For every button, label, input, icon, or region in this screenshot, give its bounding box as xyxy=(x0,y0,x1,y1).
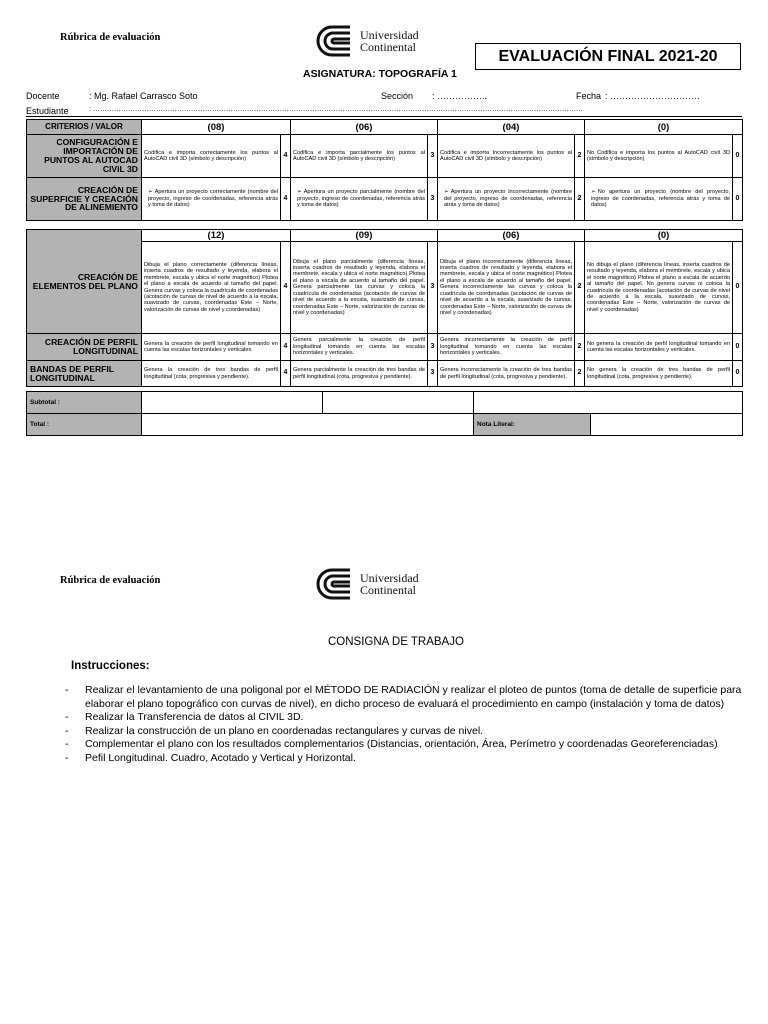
level-header: (12) xyxy=(142,230,291,242)
bullet-icon xyxy=(444,189,451,195)
descriptor-text: Apertura un proyecto correctamente (nombre del proyecto, ingreso de coordenadas, referencia atrás y toma de datos) xyxy=(148,189,278,209)
criterio-descriptor: Dibuja el plano parcialmente (diferencia líneas, inserta cuadros de resultado y leyenda, elabora el membrete, escala y ubica el norte magnético) Plotea el plano a escala de acuerdo al tamaño del papel. Genera parcialmente las curvas y coloca la cuadrícula de coordenadas (acotación de curvas de nivel de acuerdo a la escala, suavizado de curvas, coordenadas Este – Norte, valorización de curvas de nivel y coordenadas) xyxy=(291,242,428,334)
list-dash: - xyxy=(65,751,69,764)
criterio-points: 4 xyxy=(281,135,291,178)
consigna-title: CONSIGNA DE TRABAJO xyxy=(328,636,464,648)
criterio-points: 3 xyxy=(428,334,438,361)
criterio-descriptor xyxy=(142,178,281,221)
criterio-label: CONFIGURACIÓN E IMPORTACIÓN DE PUNTOS AL AUTOCAD CIVIL 3D xyxy=(27,135,142,178)
subtotal-cell[interactable] xyxy=(142,392,323,414)
instruction-text: Complementar el plano con los resultados complementarios (Distancias, orientación, Área, Perímetro y coordenadas Georeferenciadas) xyxy=(85,738,718,750)
criterio-points: 4 xyxy=(281,178,291,221)
rubric-table-1 xyxy=(26,119,743,221)
list-item xyxy=(65,738,745,752)
criterio-points: 4 xyxy=(281,242,291,334)
criterio-label: CREACIÓN DE SUPERFICIE Y CREACIÓN DE ALINEMIENTO xyxy=(27,178,142,221)
criterio-points: 0 xyxy=(733,135,743,178)
instruction-text: Pefil Longitudinal. Cuadro, Acotado y Vertical y Horizontal. xyxy=(85,751,356,764)
criterio-descriptor: No genera la creación de perfil longitudinal tomando en cuenta las escalas horizontales y verticales. xyxy=(585,334,733,361)
criterio-points: 3 xyxy=(428,242,438,334)
seccion-label: Sección xyxy=(381,91,414,101)
criterio-points: 2 xyxy=(575,178,585,221)
criterio-descriptor: Genera incorrectamente la creación de perfil longitudinal tomando en cuenta las escalas horizontales y verticales. xyxy=(438,334,575,361)
nota-literal-cell[interactable] xyxy=(591,414,743,436)
bullet-icon xyxy=(591,189,598,195)
subtotal-cell[interactable] xyxy=(474,392,743,414)
criterio-points: 4 xyxy=(281,334,291,361)
logo-line2: Continental xyxy=(360,40,416,54)
subtotal-row xyxy=(27,392,743,414)
instruction-text: Realizar la construcción de un plano en coordenadas rectangulares y curvas de nivel. xyxy=(85,724,484,737)
list-item xyxy=(65,752,745,766)
continental-logo-icon xyxy=(316,567,354,601)
subtotal-cell[interactable] xyxy=(323,392,474,414)
criterio-points: 0 xyxy=(733,178,743,221)
criterio-descriptor: No Codifica e importa los puntos al AutoCAD civil 3D (símbolo y descripción) xyxy=(585,135,733,178)
level-header: (09) xyxy=(291,230,438,242)
list-dash: - xyxy=(65,738,69,750)
instruction-text: Realizar la Transferencia de datos al CIVIL 3D. xyxy=(85,711,304,723)
level-header: (06) xyxy=(291,120,438,135)
criterio-descriptor xyxy=(291,178,428,221)
criterio-descriptor: No genera la creación de tres bandas de perfil longitudinal (cota, progresiva y pendiente). xyxy=(585,361,733,387)
university-logo xyxy=(316,24,419,58)
table1-header-row xyxy=(27,120,743,135)
instruction-text: Realizar el levantamiento de una poligonal por el MÉTODO DE RADIACIÓN y realizar el ploteo de puntos (toma de detalle de superficie para elaborar el plano topográfico con curvas de nivel), en dicho proceso de evaluará el procedimiento en campo (instalación y toma de datos) xyxy=(85,684,742,710)
criterio-label: BANDAS DE PERFIL LONGITUDINAL xyxy=(27,361,142,387)
level-header: (06) xyxy=(438,230,585,242)
list-dash: - xyxy=(65,724,69,737)
fecha-value: : ………………………… xyxy=(605,91,701,101)
level-header: (04) xyxy=(438,120,585,135)
list-dash: - xyxy=(65,711,69,723)
eval-title: EVALUACIÓN FINAL 2021-20 xyxy=(475,43,741,70)
asignatura: ASIGNATURA: TOPOGRAFÍA 1 xyxy=(303,68,457,80)
criterio-descriptor: Dibuja el plano incorrectamente (diferencia líneas, inserta cuadros de resultado y leyenda, elabora el membrete, escala y ubica el norte magnético) Plotea el plano a escala de acuerdo al tamaño del papel. Genera incorrectamente las curvas y coloca la cuadrícula de coordenadas (acotación de curvas de nivel de acuerdo a la escala, suavizado de curvas, coordenadas Este – Norte, valorización de curvas de nivel y coordenadas) xyxy=(438,242,575,334)
rubrica-label: Rúbrica de evaluación xyxy=(60,575,161,586)
criterio-points: 2 xyxy=(575,242,585,334)
criterio-descriptor: Codifica e importa correctamente los puntos al AutoCAD civil 3D (símbolo y descripción) xyxy=(142,135,281,178)
criterio-points: 2 xyxy=(575,135,585,178)
descriptor-text: Apertura un proyecto incorrectamente (nombre del proyecto, ingreso de coordenadas, referencia atrás y toma de datos) xyxy=(444,189,572,209)
table-row xyxy=(27,178,743,221)
list-dash: - xyxy=(65,684,69,696)
criterio-descriptor: Codifica e importa Incorrectamente los puntos al AutoCAD civil 3D (símbolo y descripción) xyxy=(438,135,575,178)
criterio-descriptor: Genera la creación de tres bandas de perfil longitudinal (cota, progresiva y pendiente). xyxy=(142,361,281,387)
criterio-descriptor: Genera parcialmente la creación de tres bandas de perfil longitudinal (cota, progresiva y pendiente). xyxy=(291,361,428,387)
criterio-points: 3 xyxy=(428,178,438,221)
table-row xyxy=(27,361,743,387)
estudiante-divider xyxy=(26,116,742,117)
total-label: Total : xyxy=(27,414,142,436)
table2-header-row xyxy=(27,230,743,242)
instructions-list xyxy=(65,684,745,765)
total-cell[interactable] xyxy=(142,414,474,436)
criterio-descriptor xyxy=(438,178,575,221)
bullet-icon xyxy=(297,189,304,195)
table-row xyxy=(27,334,743,361)
estudiante-label: Estudiante xyxy=(26,106,69,116)
criterio-descriptor: Genera incorrectamente la creación de tres bandas de perfil longitudinal (cota, progresiva y pendiente). xyxy=(438,361,575,387)
descriptor-text: No apertura un proyecto (nombre del proyecto, ingreso de coordenadas, referencia atrás y toma de datos) xyxy=(591,189,730,209)
criterio-points: 0 xyxy=(733,242,743,334)
criterio-descriptor: Codifica e importa parcialmente los puntos al AutoCAD civil 3D (símbolo y descripción) xyxy=(291,135,428,178)
rubrica-label: Rúbrica de evaluación xyxy=(60,32,161,43)
criterio-points: 0 xyxy=(733,361,743,387)
subtotal-label: Subtotal : xyxy=(27,392,142,414)
criterio-label: CREACIÓN DE ELEMENTOS DEL PLANO xyxy=(27,230,142,334)
criterio-descriptor: Dibuja el plano correctamente (diferencia líneas, inserta cuadros de resultado y leyenda, elabora el membrete, escala y ubica el norte magnético) Plotea el plano a escala de acuerdo al tamaño del papel. Genera curvas y coloca la cuadrícula de coordenadas (acotación de curvas de nivel de acuerdo a la escala, suavizado de curvas, coordenadas Este – Norte, valorización de curvas de nivel y coordenadas) xyxy=(142,242,281,334)
criterio-points: 0 xyxy=(733,334,743,361)
logo-line2: Continental xyxy=(360,583,416,597)
docente-value: : Mg. Rafael Carrasco Soto xyxy=(89,91,198,101)
estudiante-value: : ………………………………………………………………………………………………………………………………………………………………………………………… xyxy=(89,106,583,113)
bullet-icon xyxy=(148,189,155,195)
docente-label: Docente xyxy=(26,91,60,101)
criterio-points: 4 xyxy=(281,361,291,387)
university-logo xyxy=(316,567,419,601)
nota-literal-label: Nota Literal: xyxy=(474,414,591,436)
descriptor-text: Apertura un proyecto parcialmente (nombre del proyecto, ingreso de coordenadas, referencia atrás y toma de datos) xyxy=(297,189,425,209)
seccion-value: : …………….. xyxy=(432,91,488,101)
level-header: (08) xyxy=(142,120,291,135)
criterio-label: CREACIÓN DE PERFIL LONGITUDINAL xyxy=(27,334,142,361)
criterio-descriptor xyxy=(585,178,733,221)
criterio-points: 2 xyxy=(575,361,585,387)
criterio-points: 3 xyxy=(428,135,438,178)
instrucciones-title: Instrucciones: xyxy=(71,660,150,672)
continental-logo-icon xyxy=(316,24,354,58)
criterio-descriptor: Genera la creación de perfil longitudinal tomando en cuenta las escalas horizontales y verticales. xyxy=(142,334,281,361)
list-item xyxy=(65,711,745,725)
criterio-descriptor: Genera parcialmente la creación de perfil longitudinal tomando en cuenta las escalas horizontales y verticales. xyxy=(291,334,428,361)
totals-table xyxy=(26,391,743,436)
logo-line1: Universidad xyxy=(360,28,419,42)
fecha-label: Fecha xyxy=(576,91,602,101)
criterios-header: CRITERIOS / VALOR xyxy=(27,120,142,135)
level-header: (0) xyxy=(585,230,743,242)
logo-line1: Universidad xyxy=(360,571,419,585)
criterio-points: 3 xyxy=(428,361,438,387)
level-header: (0) xyxy=(585,120,743,135)
criterio-descriptor: No dibuja el plano (diferencia líneas, inserta cuadros de resultado y leyenda, elabora el membrete, escala y ubica el norte magnético) Plotea el plano a escala de acuerdo al tamaño del papel. No genera curvas ni coloca la cuadrícula de coordenadas (acotación de curvas de nivel de acuerdo a la escala, suavizado de curvas, coordenadas Este – Norte, valorización de curvas de nivel y coordenadas) xyxy=(585,242,733,334)
list-item xyxy=(65,725,745,739)
table-row xyxy=(27,135,743,178)
total-row xyxy=(27,414,743,436)
rubric-table-2 xyxy=(26,229,743,387)
list-item xyxy=(65,684,745,711)
criterio-points: 2 xyxy=(575,334,585,361)
